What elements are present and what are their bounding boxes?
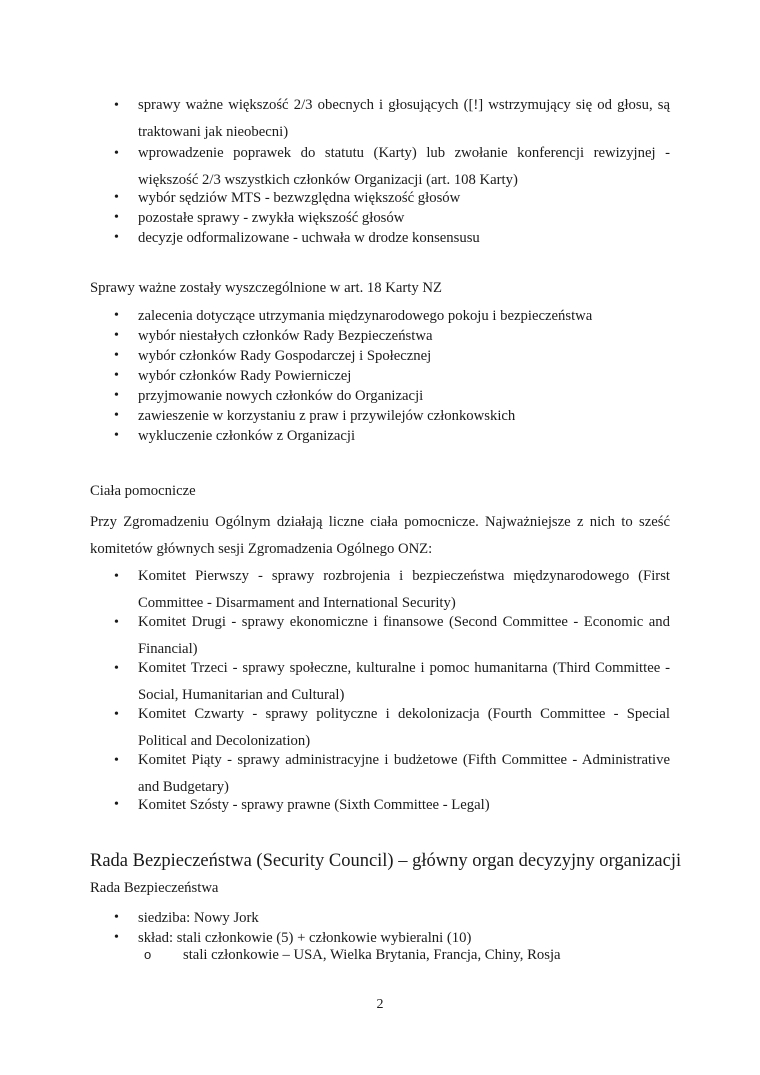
bullet-icon: •	[114, 615, 119, 630]
list-item: • wprowadzenie poprawek do statutu (Karty) lub zwołanie konferencji rewizyjnej - większość 2/3 wszystkich członków Organizacji (art. 108 Karty)	[90, 140, 670, 194]
bullet-icon: •	[114, 569, 119, 584]
bullet-icon: •	[114, 348, 119, 363]
list-item: • Komitet Pierwszy - sprawy rozbrojenia i bezpieczeństwa międzynarodowego (First Committee - Disarmament and International Security)	[90, 563, 670, 617]
list-item: • zawieszenie w korzystaniu z praw i przywilejów członkowskich	[114, 408, 516, 424]
bullet-icon: •	[114, 408, 119, 423]
section-heading: Rada Bezpieczeństwa (Security Council) – główny organ decyzyjny organizacji	[90, 851, 682, 871]
bullet-icon: •	[114, 910, 119, 925]
security-council-subheading: Rada Bezpieczeństwa	[90, 880, 219, 896]
bullet-icon: •	[114, 98, 119, 113]
list-item: • skład: stali członkowie (5) + członkowie wybieralni (10)	[114, 930, 472, 946]
bullet-icon: •	[114, 210, 119, 225]
list-item: • Komitet Szósty - sprawy prawne (Sixth Committee - Legal)	[114, 797, 490, 813]
bullet-icon: •	[114, 797, 119, 812]
subsidiary-bodies-subheading: Ciała pomocnicze	[90, 483, 196, 499]
security-council-list	[90, 908, 670, 948]
bullet-icon: •	[114, 661, 119, 676]
bullet-icon: •	[114, 190, 119, 205]
list-item: • wykluczenie członków z Organizacji	[114, 428, 356, 444]
bullet-icon: •	[114, 146, 119, 161]
art18-paragraph: Sprawy ważne zostały wyszczególnione w art. 18 Karty NZ	[90, 280, 442, 296]
list-item: • Komitet Piąty - sprawy administracyjne i budżetowe (Fifth Committee - Administrative and Budgetary)	[90, 747, 670, 801]
bullet-icon: •	[114, 308, 119, 323]
subsidiary-bodies-paragraph: Przy Zgromadzeniu Ogólnym działają liczne ciała pomocnicze. Najważniejsze z nich to sześć komitetów głównych sesji Zgromadzenia Ogólnego ONZ:	[90, 514, 670, 557]
bullet-icon: •	[114, 230, 119, 245]
list-item: • wybór sędziów MTS - bezwzględna większość głosów	[114, 190, 461, 206]
bullet-icon: •	[114, 368, 119, 383]
circle-bullet-icon: o	[144, 947, 152, 962]
list-item: • zalecenia dotyczące utrzymania międzynarodowego pokoju i bezpieczeństwa	[114, 308, 593, 324]
page-number: 2	[376, 997, 384, 1012]
list-item: • Komitet Trzeci - sprawy społeczne, kulturalne i pomoc humanitarna (Third Committee - Social, Humanitarian and Cultural)	[90, 655, 670, 709]
list-item: • sprawy ważne większość 2/3 obecnych i głosujących ([!] wstrzymujący się od głosu, są traktowani jak nieobecni)	[90, 92, 670, 146]
bullet-icon: •	[114, 753, 119, 768]
list-item: • wybór członków Rady Gospodarczej i Społecznej	[114, 348, 432, 364]
bullet-icon: •	[114, 328, 119, 343]
bullet-icon: •	[114, 428, 119, 443]
list-item: • wybór niestałych członków Rady Bezpieczeństwa	[114, 328, 433, 344]
bullet-icon: •	[114, 388, 119, 403]
list-item: • przyjmowanie nowych członków do Organizacji	[114, 388, 424, 404]
committees-list	[90, 563, 670, 815]
voting-rules-list	[90, 92, 670, 248]
list-item: • pozostałe sprawy - zwykła większość głosów	[114, 210, 405, 226]
list-item: • decyzje odformalizowane - uchwała w drodze konsensusu	[114, 230, 480, 246]
list-item: • Komitet Czwarty - sprawy polityczne i dekolonizacja (Fourth Committee - Special Political and Decolonization)	[90, 701, 670, 755]
list-item: • siedziba: Nowy Jork	[114, 910, 259, 926]
important-matters-list	[90, 306, 670, 446]
bullet-icon: •	[114, 707, 119, 722]
bullet-icon: •	[114, 930, 119, 945]
document-page: • sprawy ważne większość 2/3 obecnych i głosujących ([!] wstrzymujący się od głosu, są traktowani jak nieobecni) • wprowadzenie poprawek do statutu (Karty) lub zwołanie konferencji rewizyjnej - większość 2/3 wszystkich członków Organizacji (art. 108 Karty) • wybór sędziów MTS - bezwzględna większość głosów • pozostałe sprawy - zwykła większość głosów • decyzje odformalizowane - uchwała w drodze konsensusu Sprawy ważne zostały wyszczególnione w art. 18 Karty NZ • zalecenia dotyczące utrzymania międzynarodowego pokoju i bezpieczeństwa • wybór niestałych członków Rady Bezpieczeństwa • wybór członków Rady Gospodarczej i Społecznej • wybór członków Rady Powierniczej • przyjmowanie nowych członków do Organizacji • zawieszenie w korzystaniu z praw i przywilejów członkowskich • wykluczenie członków z Organizacji Ciała pomocnicze Przy Zgromadzeniu Ogólnym działają liczne ciała pomocnicze. Najważniejsze z nich to sześć komitetów głównych sesji Zgromadzenia Ogólnego ONZ: • Komitet Pierwszy - sprawy rozbrojenia i bezpieczeństwa międzynarodowego (First Committee - Disarmament and International Security) • Komitet Drugi - sprawy ekonomiczne i finansowe (Second Committee - Economic and Financial) • Komitet Trzeci - sprawy społeczne, kulturalne i pomoc humanitarna (Third Committee - Social, Humanitarian and Cultural) • Komitet Czwarty - sprawy polityczne i dekolonizacja (Fourth Committee - Special Political and Decolonization) • Komitet Piąty - sprawy administracyjne i budżetowe (Fifth Committee - Administrative and Budgetary) • Komitet Szósty - sprawy prawne (Sixth Committee - Legal) Rada Bezpieczeństwa (Security Council) – główny organ decyzyjny organizacji Rada Bezpieczeństwa • siedziba: Nowy Jork • skład: stali członkowie (5) + członkowie wybieralni (10) o stali członkowie – USA, Wielka Brytania, Francja, Chiny, Rosja 2	[0, 0, 760, 1075]
list-item: • Komitet Drugi - sprawy ekonomiczne i finansowe (Second Committee - Economic and Financial)	[90, 609, 670, 663]
list-item: • wybór członków Rady Powierniczej	[114, 368, 352, 384]
